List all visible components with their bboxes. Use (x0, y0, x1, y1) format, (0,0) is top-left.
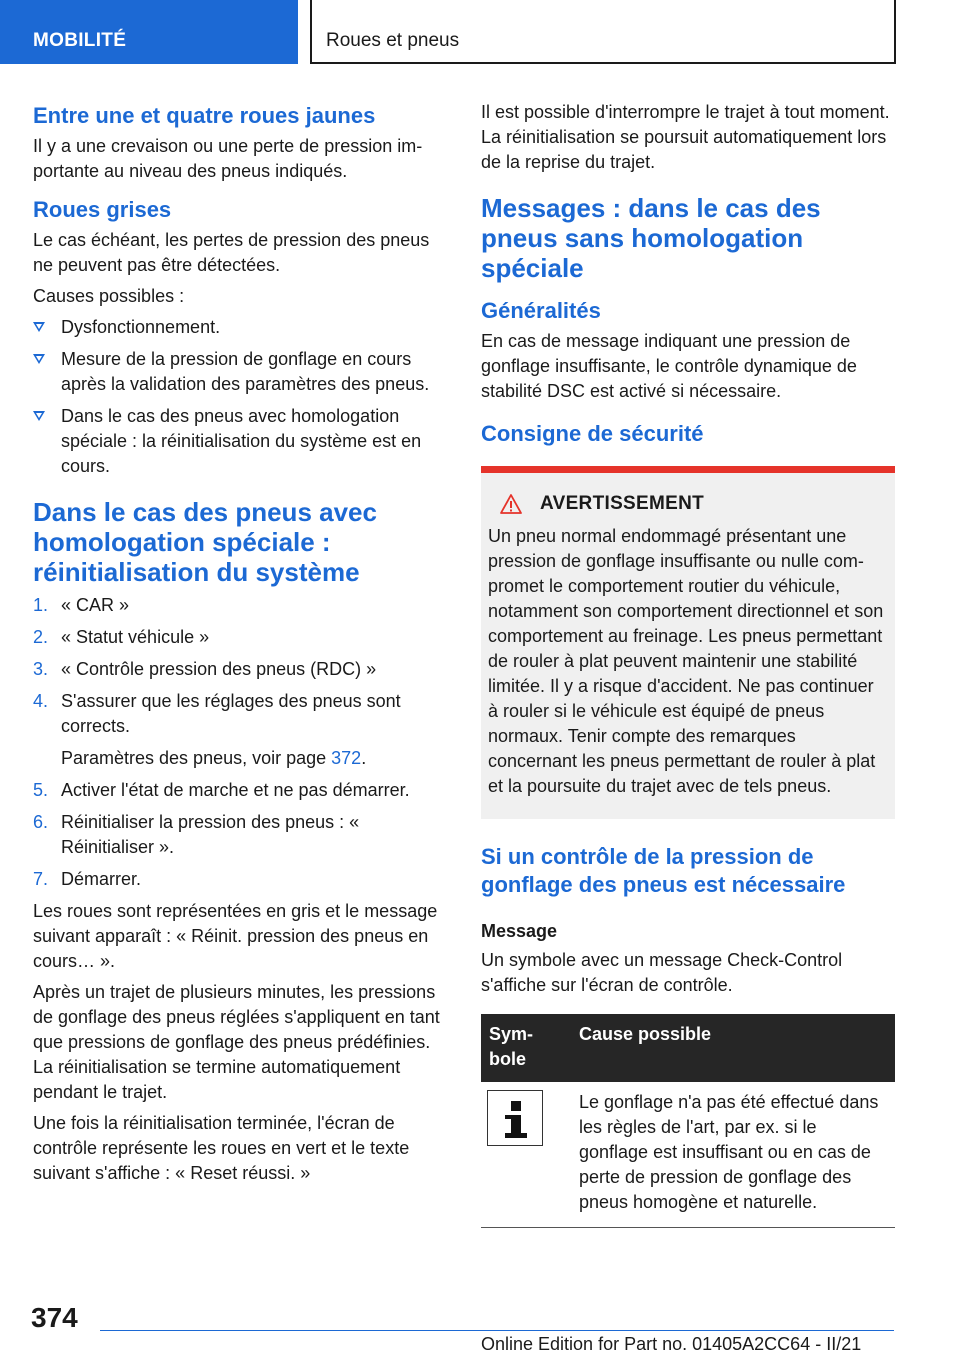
column-header-cause: Cause possible (571, 1014, 895, 1082)
page-number: 374 (31, 1302, 78, 1333)
general-heading: Généralités (481, 298, 601, 323)
message-subheading: Message (481, 921, 558, 941)
reset-heading: Dans le cas des pneus avec homologation spéciale : réinitialisation du système (33, 497, 377, 587)
footer-divider (100, 1330, 894, 1331)
info-icon (487, 1090, 543, 1146)
yellow-wheels-text: Il y a une crevaison ou une perte de pression importante au niveau des pneus indiqués. (33, 136, 423, 181)
warning-title: AVERTISSEMENT (500, 491, 885, 516)
step-item: 1. « CAR » (33, 595, 130, 615)
step-item: 3. « Contrôle pression des pneus (RDC) » (33, 659, 377, 679)
safety-heading: Consigne de sécurité (481, 421, 704, 446)
causes-label: Causes possibles : (33, 286, 185, 306)
paragraph: Après un trajet de plusieurs minutes, les pressions de gonflage des pneus réglées s'appliquent en tant que pressions de gonflage des pneus prédéfinies. La réinitialisation se termine automatiquement pendant le trajet. (33, 982, 440, 1102)
step-item: 6. Réinitialiser la pression des pneus : « Réinitialiser ». (33, 812, 360, 857)
table-row (481, 1082, 895, 1228)
section-title: Roues et pneus (310, 0, 896, 64)
grey-wheels-text: Le cas échéant, les pertes de pression des pneus ne peuvent pas être détectées. (33, 230, 430, 275)
interrupt-text: Il est possible d'interrompre le trajet à tout moment. La réinitialisation se poursuit automatiquement lors de la reprise du trajet. (481, 102, 890, 172)
warning-text: Un pneu normal endommagé présentant une pression de gonflage insuffisante ou nulle compromet le comportement routier du véhicule, notamment son comportement directionnel et son comportement au freinage. Les pneus permettant de rouler à plat peuvent maintenir une stabilité limitée. Il y a risque d'accident. Ne pas continuer à rouler si le véhicule est équipé de pneus normaux. Tenir compte des remarques concernant les pneus permettant de rouler à plat et la poursuite du trajet avec de tels pneus. (488, 526, 884, 796)
paragraph: Les roues sont représentées en gris et le message suivant apparaît : « Réinit. pression des pneus en cours… ». (33, 901, 438, 971)
symbol-cell (481, 1082, 571, 1228)
step-item: 4. S'assurer que les réglages des pneus sont corrects. (33, 691, 401, 736)
left-column (33, 100, 453, 1186)
step-item: 5. Activer l'état de marche et ne pas démarrer. (33, 780, 410, 800)
triangle-bullet-icon (33, 322, 45, 332)
warning-box (481, 466, 895, 819)
reset-steps (33, 593, 453, 892)
table-header-row (481, 1014, 895, 1082)
list-item: Mesure de la pression de gonflage en cours après la validation des paramètres des pneus. (33, 347, 453, 397)
column-header-symbol: Symbole (481, 1014, 571, 1082)
edition-footer: Online Edition for Part no. 01405A2CC64 - II/21 (481, 1334, 862, 1354)
step-note: Paramètres des pneus, voir page 372. (61, 748, 367, 768)
step-item: 2. « Statut véhicule » (33, 627, 210, 647)
message-text: Un symbole avec un message Check-Control s'affiche sur l'écran de contrôle. (481, 950, 843, 995)
cause-cell: Le gonflage n'a pas été effectué dans les règles de l'art, par ex. si le gonflage est insuffisant ou en cas de perte de pression de gonflage des pneus homogène et naturelle. (571, 1082, 895, 1228)
messages-heading: Messages : dans le cas des pneus sans homologation spéciale (481, 193, 821, 283)
check-heading: Si un contrôle de la pression de gonflage des pneus est nécessaire (481, 844, 846, 897)
right-column (481, 100, 895, 1228)
paragraph: Une fois la réinitialisation terminée, l'écran de contrôle représente les roues en vert et le texte suivant s'affiche : « Reset réussi. » (33, 1113, 410, 1183)
step-item: 7. Démarrer. (33, 869, 142, 889)
list-item: Dysfonctionnement. (33, 315, 453, 340)
chapter-tab: MOBILITÉ (0, 0, 298, 64)
warning-triangle-icon (500, 494, 522, 514)
grey-wheels-heading: Roues grises (33, 197, 172, 222)
list-item: Dans le cas des pneus avec homologation spéciale : la réinitialisation du système est en cours. (33, 404, 453, 479)
general-text: En cas de message indiquant une pression de gonflage insuffisante, le contrôle dynamique de stabilité DSC est activé si nécessaire. (481, 331, 857, 401)
triangle-bullet-icon (33, 354, 45, 364)
page-link[interactable]: 372 (331, 748, 362, 768)
triangle-bullet-icon (33, 411, 45, 421)
symbol-table (481, 1014, 895, 1228)
yellow-wheels-heading: Entre une et quatre roues jaunes (33, 103, 376, 128)
causes-list (33, 315, 453, 479)
